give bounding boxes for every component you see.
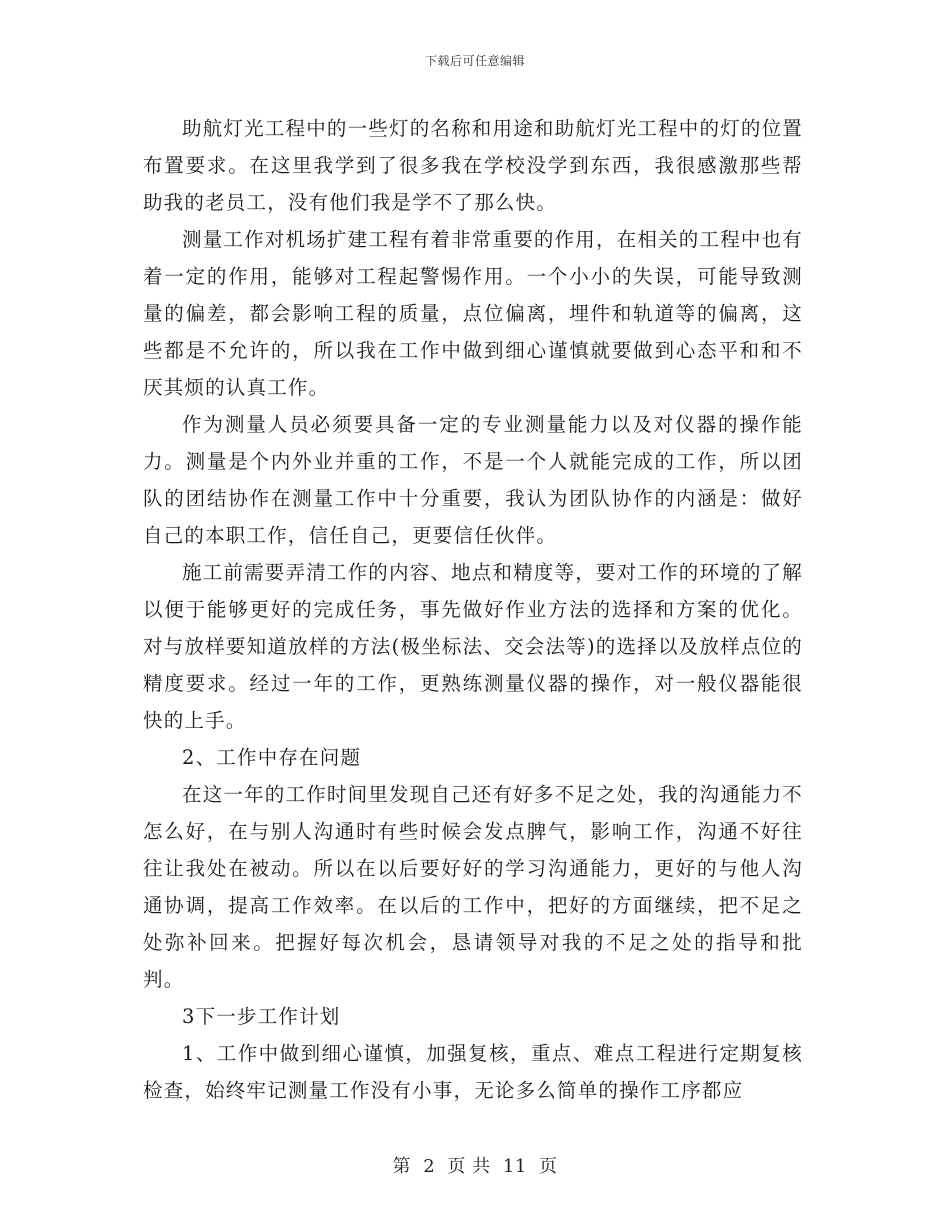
footer-prefix: 第 <box>392 1156 411 1177</box>
section-heading: 2、工作中存在问题 <box>182 746 362 769</box>
paragraph: 在这一年的工作时间里发现自己还有好多不足之处，我的沟通能力不怎么好，在与别人沟通时有些时候会发点脾气，影响工作，沟通不好往往让我处在被动。所以在以后要好好的学习沟通能力，更好的与他人沟通协调，提高工作效率。在以后的工作中，把好的方面继续，把不足之处弥补回来。把握好每次机会，恳请领导对我的不足之处的指导和批判。 <box>143 783 804 991</box>
page-header: 下载后可任意编辑 <box>424 54 525 68</box>
page-number: 2 <box>423 1156 436 1177</box>
footer-suffix: 页 <box>539 1156 558 1177</box>
footer-middle: 页 共 <box>447 1156 491 1177</box>
section-heading: 3下一步工作计划 <box>182 1005 341 1028</box>
page-footer <box>0 1152 950 1178</box>
paragraph: 作为测量人员必须要具备一定的专业测量能力以及对仪器的操作能力。测量是个内外业并重的工作，不是一个人就能完成的工作，所以团队的团结协作在测量工作中十分重要，我认为团队协作的内涵是：做好自己的本职工作，信任自己，更要信任伙伴。 <box>143 413 803 547</box>
page-total: 11 <box>502 1156 527 1177</box>
paragraph: 1、工作中做到细心谨慎，加强复核，重点、难点工程进行定期复核检查，始终牢记测量工作没有小事，无论多么简单的操作工序都应 <box>143 1042 803 1102</box>
paragraph: 测量工作对机场扩建工程有着非常重要的作用，在相关的工程中也有着一定的作用，能够对工程起警惕作用。一个小小的失误，可能导致测量的偏差，都会影响工程的质量，点位偏离，埋件和轨道等的偏离，这些都是不允许的，所以我在工作中做到细心谨慎就要做到心态平和和不厌其烦的认真工作。 <box>143 228 804 399</box>
paragraph: 助航灯光工程中的一些灯的名称和用途和助航灯光工程中的灯的位置布置要求。在这里我学到了很多我在学校没学到东西，我很感激那些帮助我的老员工，没有他们我是学不了那么快。 <box>143 117 804 214</box>
document-body <box>143 110 803 1109</box>
paragraph: 施工前需要弄清工作的内容、地点和精度等，要对工作的环境的了解以便于能够更好的完成任务，事先做好作业方法的选择和方案的优化。对与放样要知道放样的方法(极坐标法、交会法等)的选择以及放样点位的精度要求。经过一年的工作，更熟练测量仪器的操作，对一般仪器能很快的上手。 <box>143 561 804 732</box>
